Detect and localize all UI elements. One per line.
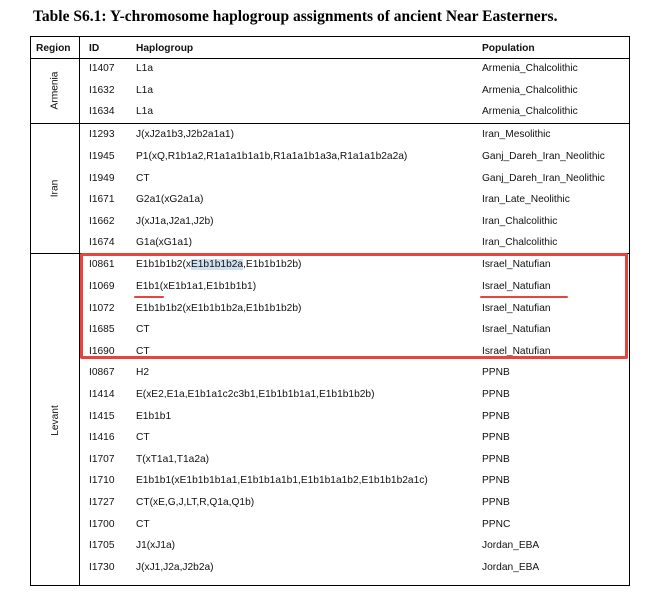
row-population: Ganj_Dareh_Iran_Neolithic	[482, 173, 605, 184]
row-population: Iran_Chalcolithic	[482, 237, 558, 248]
row-population: Jordan_EBA	[482, 540, 540, 551]
table-row	[79, 492, 629, 514]
row-id: I1634	[89, 106, 115, 117]
row-id: I1069	[89, 281, 115, 292]
row-id: I1949	[89, 173, 115, 184]
row-haplogroup: E(xE2,E1a,E1b1a1c2c3b1,E1b1b1b1a1,E1b1b1b2b)	[136, 389, 375, 400]
row-population: Ganj_Dareh_Iran_Neolithic	[482, 151, 605, 162]
row-id: I1727	[89, 497, 115, 508]
row-id: I1674	[89, 237, 115, 248]
row-id: I1700	[89, 519, 115, 530]
header-id: ID	[89, 43, 100, 54]
row-population: Armenia_Chalcolithic	[482, 63, 578, 74]
row-haplogroup: E1b1(xE1b1a1,E1b1b1b1)	[136, 281, 257, 292]
row-id: I1407	[89, 63, 115, 74]
row-population: Iran_Mesolithic	[482, 129, 551, 140]
row-population: PPNB	[482, 367, 510, 378]
row-haplogroup: J(xJ1,J2a,J2b2a)	[136, 562, 214, 573]
row-id: I1730	[89, 562, 115, 573]
row-id: I1072	[89, 303, 115, 314]
row-haplogroup: E1b1b1b2(xE1b1b1b2a,E1b1b1b2b)	[136, 259, 302, 270]
caption-title: Y-chromosome haplogroup assignments of ancient Near Easterners.	[106, 8, 558, 25]
row-population: Israel_Natufian	[482, 259, 551, 270]
row-id: I1671	[89, 194, 115, 205]
haplogroup-underline	[134, 296, 164, 298]
population-underline	[480, 296, 568, 298]
table-row	[79, 124, 629, 146]
natufian-highlight-box	[80, 253, 628, 359]
row-haplogroup: CT	[136, 324, 150, 335]
table-row	[79, 101, 629, 123]
row-id: I1414	[89, 389, 115, 400]
row-population: Israel_Natufian	[482, 324, 551, 335]
table-row	[79, 58, 629, 80]
region-label-iran: Iran	[49, 179, 61, 197]
row-population: Armenia_Chalcolithic	[482, 106, 578, 117]
table-row	[79, 211, 629, 233]
row-population: PPNB	[482, 411, 510, 422]
row-id: I1416	[89, 432, 115, 443]
header-population: Population	[482, 43, 535, 54]
row-population: Armenia_Chalcolithic	[482, 85, 578, 96]
row-haplogroup: CT	[136, 519, 150, 530]
row-haplogroup: E1b1b1(xE1b1b1b1a1,E1b1b1a1b1,E1b1b1a1b2,E1b1b1b2a1c)	[136, 475, 428, 486]
row-haplogroup: CT	[136, 173, 150, 184]
table-row	[79, 470, 629, 492]
row-haplogroup: CT(xE,G,J,LT,R,Q1a,Q1b)	[136, 497, 255, 508]
row-haplogroup: G1a(xG1a1)	[136, 237, 193, 248]
row-id: I0861	[89, 259, 115, 270]
row-population: PPNB	[482, 497, 510, 508]
row-id: I1685	[89, 324, 115, 335]
row-haplogroup: T(xT1a1,T1a2a)	[136, 454, 210, 465]
table-row	[79, 535, 629, 557]
row-population: Israel_Natufian	[482, 303, 551, 314]
row-id: I1632	[89, 85, 115, 96]
row-haplogroup: J(xJ2a1b3,J2b2a1a1)	[136, 129, 234, 140]
row-haplogroup: CT	[136, 346, 150, 357]
table-row	[79, 189, 629, 211]
header-region: Region	[36, 43, 71, 54]
row-haplogroup: CT	[136, 432, 150, 443]
row-population: PPNB	[482, 454, 510, 465]
row-id: I1707	[89, 454, 115, 465]
highlighted-haplogroup: E1b1b1b2a	[190, 259, 244, 270]
row-population: PPNB	[482, 389, 510, 400]
region-label-levant: Levant	[49, 404, 61, 436]
table-row	[79, 146, 629, 168]
table-row	[79, 427, 629, 449]
row-population: PPNB	[482, 432, 510, 443]
row-haplogroup: J1(xJ1a)	[136, 540, 176, 551]
row-haplogroup: L1a	[136, 63, 153, 74]
table-row	[79, 406, 629, 428]
row-population: PPNB	[482, 475, 510, 486]
row-population: Iran_Chalcolithic	[482, 216, 558, 227]
table-row	[79, 514, 629, 536]
table-row	[79, 557, 629, 579]
table-row	[79, 449, 629, 471]
table-row	[79, 384, 629, 406]
caption-label: Table S6.1:	[33, 8, 107, 25]
row-population: Israel_Natufian	[482, 346, 551, 357]
row-id: I1690	[89, 346, 115, 357]
row-population: Iran_Late_Neolithic	[482, 194, 570, 205]
header-haplogroup: Haplogroup	[136, 43, 194, 54]
table-row	[79, 168, 629, 190]
row-haplogroup: J(xJ1a,J2a1,J2b)	[136, 216, 214, 227]
row-id: I0867	[89, 367, 115, 378]
row-population: Israel_Natufian	[482, 281, 551, 292]
row-id: I1945	[89, 151, 115, 162]
row-population: Jordan_EBA	[482, 562, 540, 573]
table-row	[79, 80, 629, 102]
row-id: I1415	[89, 411, 115, 422]
table-caption	[33, 8, 557, 26]
row-id: I1293	[89, 129, 115, 140]
row-id: I1662	[89, 216, 115, 227]
region-label-armenia: Armenia	[49, 71, 61, 110]
row-id: I1710	[89, 475, 115, 486]
row-haplogroup: P1(xQ,R1b1a2,R1a1a1b1a1b,R1a1a1b1a3a,R1a1a1b2a2a)	[136, 151, 408, 162]
row-haplogroup: G2a1(xG2a1a)	[136, 194, 204, 205]
row-haplogroup: E1b1b1b2(xE1b1b1b2a,E1b1b1b2b)	[136, 303, 302, 314]
row-id: I1705	[89, 540, 115, 551]
row-haplogroup: L1a	[136, 85, 153, 96]
row-haplogroup: L1a	[136, 106, 153, 117]
table-row	[79, 232, 629, 254]
row-population: PPNC	[482, 519, 511, 530]
table-row	[79, 362, 629, 384]
row-haplogroup: E1b1b1	[136, 411, 172, 422]
row-haplogroup: H2	[136, 367, 150, 378]
